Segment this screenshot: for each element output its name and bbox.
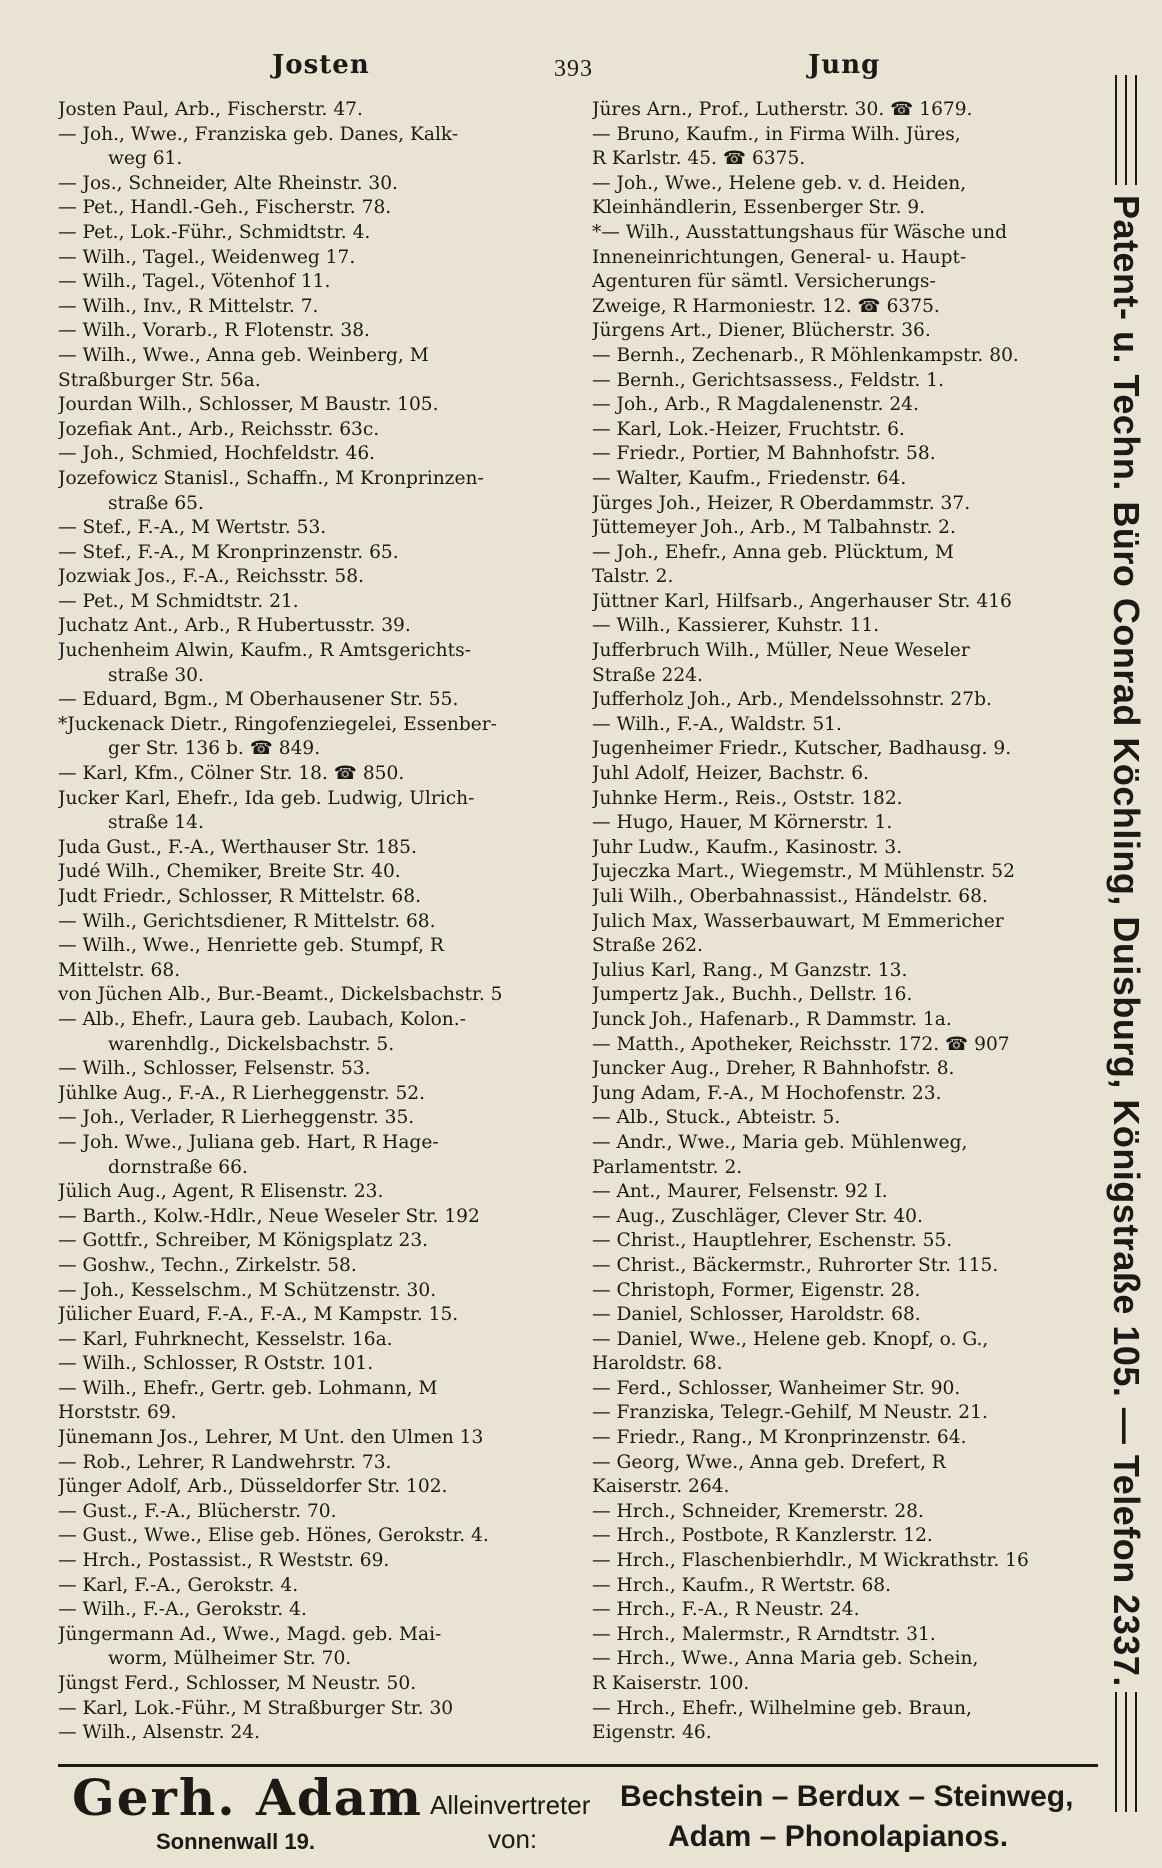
directory-entry: — Joh., Kesselschm., M Schützenstr. 30. [58,1279,437,1301]
directory-entry: *Juckenack Dietr., Ringofenziegelei, Essenber- [58,713,497,735]
directory-entry: — Wilh., Schlosser, Felsenstr. 53. [58,1058,371,1080]
directory-entry: Jüttemeyer Joh., Arb., M Talbahnstr. 2. [592,517,956,539]
directory-entry: von Jüchen Alb., Bur.-Beamt., Dickelsbachstr. 5 [58,984,503,1006]
directory-entry: — Gust., Wwe., Elise geb. Hönes, Gerokstr. 4. [58,1525,489,1547]
directory-entry: *— Wilh., Ausstattungshaus für Wäsche und [592,221,1007,243]
directory-entry: — Friedr., Rang., M Kronprinzenstr. 64. [592,1427,967,1449]
directory-entry: — Karl, Lok.-Heizer, Fruchtstr. 6. [592,418,905,440]
side-rule-bottom [1115,1692,1137,1812]
directory-entry: — Wilh., Schlosser, R Oststr. 101. [58,1353,374,1375]
directory-entry: — Stef., F.-A., M Wertstr. 53. [58,517,327,539]
directory-entry: — Gottfr., Schreiber, M Königsplatz 23. [58,1230,429,1252]
directory-entry: — Hrch., Flaschenbierhdlr., M Wickrathstr. 16 [592,1550,1029,1572]
directory-entry: — Joh., Ehefr., Anna geb. Plücktum, M [592,541,954,563]
directory-entry: Jürges Joh., Heizer, R Oberdammstr. 37. [592,492,971,514]
directory-entry: — Wilh., F.-A., Waldstr. 51. [592,713,842,735]
directory-entry: — Wilh., Alsenstr. 24. [58,1722,261,1744]
directory-entry: — Wilh., F.-A., Gerokstr. 4. [58,1599,307,1621]
ad-agent-label: Alleinvertreter [430,1790,591,1820]
ad-company-name: Gerh. Adam [72,1768,424,1827]
directory-entry: — Barth., Kolw.-Hdlr., Neue Weseler Str. 192 [58,1205,480,1227]
directory-entry: Julich Max, Wasserbauwart, M Emmericher [592,910,1004,932]
directory-entry: Julius Karl, Rang., M Ganzstr. 13. [592,959,908,981]
left-column [58,98,578,1746]
directory-entry: Josten Paul, Arb., Fischerstr. 47. [58,99,363,120]
directory-entry: — Pet., M Schmidtstr. 21. [58,590,299,612]
directory-entry: — Hrch., Malermstr., R Arndtstr. 31. [592,1623,936,1645]
directory-entry: — Hrch., Wwe., Anna Maria geb. Schein, [592,1648,979,1670]
page-number: 393 [554,56,593,82]
directory-entry: ger Str. 136 b. ☎ 849. [108,738,321,760]
directory-entry: Jumpertz Jak., Buchh., Dellstr. 16. [592,984,913,1006]
directory-entry: weg 61. [108,148,183,170]
directory-entry: — Hrch., Postassist., R Weststr. 69. [58,1550,390,1572]
directory-entry: Straße 262. [592,935,703,957]
directory-entry: Jufferbruch Wilh., Müller, Neue Weseler [592,640,970,662]
directory-entry: — Alb., Stuck., Abteistr. 5. [592,1107,841,1129]
directory-entry: Jüres Arn., Prof., Lutherstr. 30. ☎ 1679. [592,99,973,120]
directory-entry: Jucker Karl, Ehefr., Ida geb. Ludwig, Ulrich- [58,787,475,809]
directory-entry: — Ant., Maurer, Felsenstr. 92 I. [592,1181,888,1203]
side-advertisement: Patent- u. Techn. Büro Conrad Köchling, Duisburg, Königstraße 105. — Telefon 2337. [1106,195,1147,1687]
directory-entry: Jülich Aug., Agent, R Elisenstr. 23. [58,1181,384,1203]
directory-entry: — Wilh., Gerichtsdiener, R Mittelstr. 68. [58,910,436,932]
directory-entry: Judt Friedr., Schlosser, R Mittelstr. 68. [58,886,421,907]
ad-von-label: von: [488,1824,538,1854]
directory-entry: Mittelstr. 68. [58,959,181,981]
directory-entry: — Andr., Wwe., Maria geb. Mühlenweg, [592,1131,968,1153]
directory-entry: Inneneinrichtungen, General- u. Haupt- [592,246,967,268]
directory-entry: — Joh., Wwe., Franziska geb. Danes, Kalk- [58,123,459,145]
directory-entry: Jüngst Ferd., Schlosser, M Neustr. 50. [58,1673,417,1694]
directory-entry: R Kaiserstr. 100. [592,1673,750,1694]
directory-entry: Judé Wilh., Chemiker, Breite Str. 40. [58,861,401,883]
directory-entry: — Eduard, Bgm., M Oberhausener Str. 55. [58,689,459,711]
directory-entry: Juli Wilh., Oberbahnassist., Händelstr. 68. [592,886,988,907]
directory-entry: Straßburger Str. 56a. [58,369,261,391]
directory-entry: R Karlstr. 45. ☎ 6375. [592,148,806,170]
directory-entry: — Friedr., Portier, M Bahnhofstr. 58. [592,443,936,465]
directory-entry: Horststr. 69. [58,1402,177,1424]
directory-entry: — Karl, Lok.-Führ., M Straßburger Str. 30 [58,1697,454,1719]
directory-entry: — Aug., Zuschläger, Clever Str. 40. [592,1205,923,1227]
directory-entry: Jourdan Wilh., Schlosser, M Baustr. 105. [58,394,439,416]
directory-entry: — Wilh., Vorarb., R Flotenstr. 38. [58,320,370,342]
directory-entry: dornstraße 66. [108,1156,248,1178]
directory-entry: Parlamentstr. 2. [592,1156,743,1178]
right-column [592,98,1092,1746]
directory-entry: — Wilh., Tagel., Vötenhof 11. [58,271,331,293]
directory-entry: Jozefiak Ant., Arb., Reichsstr. 63c. [58,418,380,440]
directory-entry: — Bruno, Kaufm., in Firma Wilh. Jüres, [592,123,961,145]
directory-entry: Jülicher Euard, F.-A., F.-A., M Kampstr. 15. [58,1304,459,1326]
directory-entry: — Wilh., Wwe., Anna geb. Weinberg, M [58,344,429,366]
directory-entry: — Karl, F.-A., Gerokstr. 4. [58,1574,299,1596]
directory-entry: Junck Joh., Hafenarb., R Dammstr. 1a. [592,1008,952,1030]
directory-entry: Juchatz Ant., Arb., R Hubertusstr. 39. [58,615,411,637]
directory-entry: — Hrch., Postbote, R Kanzlerstr. 12. [592,1525,933,1547]
directory-entry: — Matth., Apotheker, Reichsstr. 172. ☎ 907 [592,1033,1010,1055]
directory-entry: — Hrch., Schneider, Kremerstr. 28. [592,1500,924,1522]
directory-entry: warenhdlg., Dickelsbachstr. 5. [108,1033,395,1055]
directory-entry: Juhr Ludw., Kaufm., Kasinostr. 3. [592,836,903,858]
directory-entry: — Joh., Verlader, R Lierheggenstr. 35. [58,1107,415,1129]
directory-entry: Juhl Adolf, Heizer, Bachstr. 6. [592,763,869,785]
directory-entry: — Wilh., Ehefr., Gertr. geb. Lohmann, M [58,1377,438,1399]
directory-entry: Jüttner Karl, Hilfsarb., Angerhauser Str. 416 [592,590,1012,612]
directory-entry: — Ferd., Schlosser, Wanheimer Str. 90. [592,1377,961,1399]
directory-entry: — Pet., Lok.-Führ., Schmidtstr. 4. [58,221,371,243]
directory-entry: — Rob., Lehrer, R Landwehrstr. 73. [58,1451,392,1473]
directory-entry: Kleinhändlerin, Essenberger Str. 9. [592,197,926,219]
ad-brands-line-1: Bechstein – Berdux – Steinweg, [620,1780,1074,1813]
directory-entry: Jung Adam, F.-A., M Hochofenstr. 23. [592,1082,942,1104]
directory-entry: straße 14. [108,812,204,834]
directory-entry: — Joh., Wwe., Helene geb. v. d. Heiden, [592,172,967,194]
directory-entry: — Wilh., Wwe., Henriette geb. Stumpf, R [58,935,444,957]
directory-entry: — Christoph, Former, Eigenstr. 28. [592,1279,921,1301]
directory-entry: Talstr. 2. [592,566,674,588]
directory-entry: Jozefowicz Stanisl., Schaffn., M Kronprinzen- [58,467,484,489]
directory-entry: — Joh., Schmied, Hochfeldstr. 46. [58,443,376,465]
directory-entry: — Daniel, Schlosser, Haroldstr. 68. [592,1304,921,1326]
directory-entry: Jürgens Art., Diener, Blücherstr. 36. [592,320,931,342]
directory-entry: — Alb., Ehefr., Laura geb. Laubach, Kolon.- [58,1008,466,1030]
directory-entry: — Wilh., Inv., R Mittelstr. 7. [58,295,319,317]
directory-entry: — Goshw., Techn., Zirkelstr. 58. [58,1254,357,1276]
directory-entry: worm, Mülheimer Str. 70. [108,1648,352,1670]
directory-entry: Jüngermann Ad., Wwe., Magd. geb. Mai- [58,1623,442,1645]
directory-entry: Jühlke Aug., F.-A., R Lierheggenstr. 52. [58,1082,426,1104]
directory-entry: Agenturen für sämtl. Versicherungs- [592,271,936,293]
ad-address: Sonnenwall 19. [156,1829,315,1854]
directory-entry: Jünger Adolf, Arb., Düsseldorfer Str. 102. [58,1476,448,1498]
directory-entry: Juhnke Herm., Reis., Oststr. 182. [592,787,903,809]
ad-divider [58,1764,1098,1767]
directory-entry: — Pet., Handl.-Geh., Fischerstr. 78. [58,197,392,219]
directory-entry: straße 30. [108,664,204,686]
directory-entry: — Wilh., Tagel., Weidenweg 17. [58,246,356,268]
directory-entry: Straße 224. [592,664,703,686]
side-rule-top [1115,75,1137,185]
directory-entry: — Daniel, Wwe., Helene geb. Knopf, o. G., [592,1328,989,1350]
directory-entry: Zweige, R Harmoniestr. 12. ☎ 6375. [592,295,940,317]
directory-entry: Jozwiak Jos., F.-A., Reichsstr. 58. [58,566,364,588]
directory-entry: straße 65. [108,492,204,514]
directory-entry: — Bernh., Zechenarb., R Möhlenkampstr. 80. [592,344,1019,366]
directory-entry: — Hugo, Hauer, M Körnerstr. 1. [592,812,893,834]
header-right-keyword: Jung [808,50,881,80]
directory-entry: — Walter, Kaufm., Friedenstr. 64. [592,467,907,489]
directory-entry: — Bernh., Gerichtsassess., Feldstr. 1. [592,369,944,391]
directory-entry: — Wilh., Kassierer, Kuhstr. 11. [592,615,880,637]
directory-entry: — Hrch., Ehefr., Wilhelmine geb. Braun, [592,1697,972,1719]
header-left-keyword: Josten [272,50,370,80]
directory-entry: — Christ., Hauptlehrer, Eschenstr. 55. [592,1230,953,1252]
directory-entry: — Hrch., Kaufm., R Wertstr. 68. [592,1574,892,1596]
directory-entry: — Stef., F.-A., M Kronprinzenstr. 65. [58,541,399,563]
directory-entry: Jünemann Jos., Lehrer, M Unt. den Ulmen 13 [58,1427,484,1449]
directory-entry: — Franziska, Telegr.-Gehilf, M Neustr. 21. [592,1402,988,1424]
directory-entry: — Jos., Schneider, Alte Rheinstr. 30. [58,172,398,194]
directory-entry: Juncker Aug., Dreher, R Bahnhofstr. 8. [592,1058,955,1080]
directory-entry: — Gust., F.-A., Blücherstr. 70. [58,1500,337,1522]
directory-entry: Haroldstr. 68. [592,1353,723,1375]
directory-entry: — Joh., Arb., R Magdalenenstr. 24. [592,394,919,416]
directory-entry: Jujeczka Mart., Wiegemstr., M Mühlenstr. 52 [592,861,1015,883]
directory-entry: Kaiserstr. 264. [592,1476,730,1498]
directory-entry: — Christ., Bäckermstr., Ruhrorter Str. 115. [592,1254,999,1276]
directory-entry: — Karl, Fuhrknecht, Kesselstr. 16a. [58,1328,393,1350]
directory-entry: Jufferholz Joh., Arb., Mendelssohnstr. 27b. [592,689,992,711]
directory-entry: Juchenheim Alwin, Kaufm., R Amtsgerichts- [58,640,471,662]
directory-entry: — Karl, Kfm., Cölner Str. 18. ☎ 850. [58,763,405,785]
directory-entry: — Joh. Wwe., Juliana geb. Hart, R Hage- [58,1131,439,1153]
ad-brands-line-2: Adam – Phonolapianos. [668,1820,1009,1853]
directory-entry: — Georg, Wwe., Anna geb. Drefert, R [592,1451,946,1473]
directory-entry: — Hrch., F.-A., R Neustr. 24. [592,1599,860,1621]
directory-entry: Juda Gust., F.-A., Werthauser Str. 185. [58,836,417,858]
directory-entry: Jugenheimer Friedr., Kutscher, Badhausg. 9. [592,738,1012,760]
directory-entry: Eigenstr. 46. [592,1722,712,1744]
